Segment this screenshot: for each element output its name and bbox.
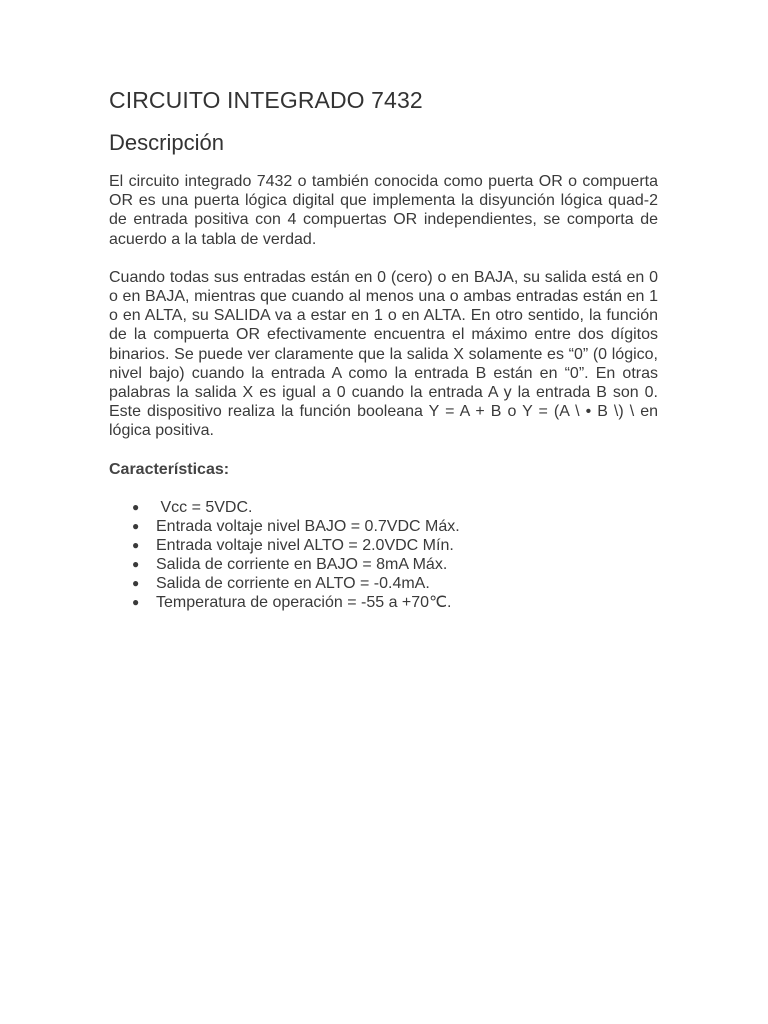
- features-heading: Características:: [109, 460, 230, 478]
- list-item-text: Entrada voltaje nivel ALTO = 2.0VDC Mín.: [156, 537, 454, 555]
- list-item: [109, 536, 658, 555]
- features-list: [109, 498, 658, 613]
- list-item-text: Vcc = 5VDC.: [156, 498, 253, 516]
- list-item-text: Temperatura de operación = -55 a +70℃.: [156, 594, 452, 612]
- bullet-icon: ●: [132, 518, 140, 533]
- bullet-icon: ●: [132, 576, 140, 591]
- list-item: [109, 555, 658, 574]
- bullet-icon: ●: [132, 557, 140, 572]
- list-item: [109, 574, 658, 593]
- list-item-text: Entrada voltaje nivel BAJO = 0.7VDC Máx.: [156, 517, 460, 535]
- document-content: [109, 86, 658, 612]
- list-item: [109, 517, 658, 536]
- section-heading-descripcion: Descripción: [109, 130, 224, 155]
- list-item: [109, 498, 658, 517]
- bullet-icon: ●: [132, 538, 140, 553]
- list-item-text: Salida de corriente en BAJO = 8mA Máx.: [156, 556, 448, 574]
- paragraph-intro: El circuito integrado 7432 o también conocida como puerta OR o compuerta OR es una puerta lógica digital que implementa la disyunción lógica quad-2 de entrada positiva con 4 compuertas OR independientes, se comporta de acuerdo a la tabla de verdad.: [109, 173, 658, 248]
- list-item-text: Salida de corriente en ALTO = -0.4mA.: [156, 575, 430, 593]
- bullet-icon: ●: [132, 595, 140, 610]
- list-item: [109, 593, 658, 612]
- bullet-icon: ●: [132, 499, 140, 514]
- document-title: CIRCUITO INTEGRADO 7432: [109, 87, 423, 113]
- paragraph-operation: Cuando todas sus entradas están en 0 (cero) o en BAJA, su salida está en 0 o en BAJA, mientras que cuando al menos una o ambas entradas están en 1 o en ALTA, su SALIDA va a estar en 1 o en ALTA. En otro sentido, la función de la compuerta OR efectivamente encuentra el máximo entre dos dígitos binarios. Se puede ver claramente que la salida X solamente es “0” (0 lógico, nivel bajo) cuando la entrada A como la entrada B están en “0”. En otras palabras la salida X es igual a 0 cuando la entrada A y la entrada B son 0. Este dispositivo realiza la función booleana Y = A + B o Y = (A \ • B \) \ en lógica positiva.: [109, 268, 658, 440]
